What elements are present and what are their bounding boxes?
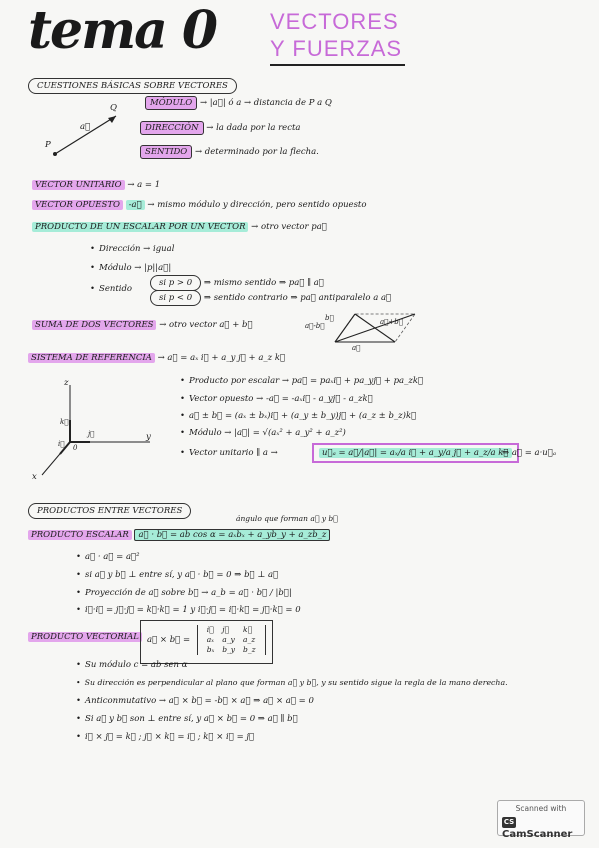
fig-a: a⃗ bbox=[352, 344, 361, 352]
sent1-val: ⇒ mismo sentido ⇒ pa⃗ ∥ a⃗ bbox=[203, 278, 324, 288]
axis-y-label: y bbox=[146, 432, 151, 442]
vector-pq-figure bbox=[50, 110, 130, 160]
ref-item-5: • Vector unitario ∥ a → bbox=[180, 448, 278, 458]
ref-item-1: • Producto por escalar → pa⃗ = paₓi⃗ + pa_yj⃗ + pa_zk⃗ bbox=[180, 376, 423, 386]
watermark-brand-row bbox=[502, 817, 584, 840]
ref-item-3: • a⃗ ± b⃗ = (aₓ ± bₓ)i⃗ + (a_y ± b_y)j⃗ + (a_z ± b_z)k⃗ bbox=[180, 411, 416, 421]
direccion-row bbox=[140, 123, 300, 133]
direccion-label: DIRECCIÓN bbox=[140, 121, 204, 135]
unit-vector-formula: u⃗ₐ = a⃗/|a⃗| = aₓ/a i⃗ + a_y/a j⃗ + a_z/a k⃗ bbox=[319, 448, 512, 458]
modulo-value: → |a⃗| ó a → distancia de P a Q bbox=[199, 98, 332, 108]
determinant-table bbox=[203, 625, 260, 655]
fig-b: b⃗ bbox=[325, 314, 334, 322]
axis-x-label: x bbox=[32, 472, 37, 482]
suma-label: SUMA DE DOS VECTORES bbox=[32, 320, 156, 330]
prod-escalar-row bbox=[28, 530, 330, 540]
vec-item-4: • Si a⃗ y b⃗ son ⊥ entre sí, y a⃗ × b⃗ = 0 ⇒ a⃗ ∥ b⃗ bbox=[76, 714, 298, 724]
esc-item-2: • si a⃗ y b⃗ ⊥ entre sí, y a⃗ · b⃗ = 0 ⇒ b⃗ ⊥ a⃗ bbox=[76, 570, 278, 580]
escalar-sent-label: • Sentido bbox=[90, 284, 132, 294]
sent2-cond: si p < 0 bbox=[150, 290, 201, 306]
ref-item-2: • Vector opuesto → -a⃗ = -aₓi⃗ - a_yj⃗ - a_zk⃗ bbox=[180, 394, 373, 404]
det-cell: bₓ bbox=[206, 645, 215, 654]
det-cell: b_z bbox=[243, 645, 256, 654]
esc-item-3: • Proyección de a⃗ sobre b⃗ → a_b = a⃗ · b⃗ / |b⃗| bbox=[76, 588, 292, 598]
vec-i-label: i⃗ bbox=[58, 440, 65, 448]
vector-a-label: a⃗ bbox=[80, 122, 91, 132]
referencia-row bbox=[28, 353, 285, 363]
referencia-label: SISTEMA DE REFERENCIA bbox=[28, 353, 155, 363]
vectorial-box bbox=[140, 620, 273, 664]
camscanner-watermark bbox=[497, 800, 585, 840]
suma-row bbox=[32, 320, 253, 330]
sentido-row bbox=[140, 147, 319, 157]
escalar-mod: • Módulo → |p||a⃗| bbox=[90, 263, 171, 273]
unitario-row bbox=[32, 180, 160, 190]
unit-vector-result: ⇒ a⃗ = a·u⃗ₐ bbox=[502, 448, 557, 458]
prod-escalar-label: PRODUCTO ESCALAR bbox=[28, 530, 132, 540]
det-cell: b_y bbox=[222, 645, 236, 654]
fig-a-minus-b: a⃗-b⃗ bbox=[305, 322, 325, 330]
det-cell: k⃗ bbox=[243, 625, 253, 634]
ref-item-4: • Módulo → |a⃗| = √(aₓ² + a_y² + a_z²) bbox=[180, 428, 346, 438]
axes-figure bbox=[40, 380, 160, 480]
point-p-label: P bbox=[45, 140, 51, 150]
det-cell: aₓ bbox=[206, 635, 214, 644]
sentido-label: SENTIDO bbox=[140, 145, 192, 159]
esc-item-1: • a⃗ · a⃗ = a⃗² bbox=[76, 552, 140, 562]
det-cell: a_y bbox=[222, 635, 235, 644]
fig-a-plus-b: a⃗+b⃗ bbox=[380, 318, 403, 326]
point-q-label: Q bbox=[110, 103, 117, 113]
section-title-productos: PRODUCTOS ENTRE VECTORES bbox=[28, 503, 191, 519]
escalar-label: PRODUCTO DE UN ESCALAR POR UN VECTOR bbox=[32, 222, 248, 232]
direccion-value: → la dada por la recta bbox=[206, 123, 301, 133]
subtitle-line1: VECTORES bbox=[270, 9, 399, 34]
opuesto-row bbox=[32, 200, 366, 210]
determinant bbox=[197, 625, 266, 655]
unitario-value: → a = 1 bbox=[127, 180, 161, 190]
referencia-value: → a⃗ = aₓ i⃗ + a_y j⃗ + a_z k⃗ bbox=[157, 353, 286, 363]
escalar-sent1 bbox=[150, 278, 324, 288]
sent2-val: ⇒ sentido contrario ⇒ pa⃗ antiparalelo a a⃗ bbox=[203, 293, 392, 303]
prod-vectorial-row bbox=[28, 632, 142, 642]
escalar-sent2 bbox=[150, 293, 391, 303]
vectorial-lhs: a⃗ × b⃗ = bbox=[147, 635, 191, 645]
camscanner-logo-icon: CS bbox=[503, 818, 515, 826]
title-underline bbox=[270, 64, 405, 66]
vector-sum-figure bbox=[305, 310, 420, 350]
det-cell: a_z bbox=[243, 635, 256, 644]
axis-z-label: z bbox=[64, 378, 69, 388]
vec-item-3: • Anticonmutativo → a⃗ × b⃗ = -b⃗ × a⃗ ⇒ a⃗ × a⃗ = 0 bbox=[76, 696, 314, 706]
escalar-value: → otro vector pa⃗ bbox=[251, 222, 327, 232]
vec-item-1: • Su módulo c = ab sen α bbox=[76, 660, 187, 670]
watermark-line1: Scanned with bbox=[515, 804, 567, 813]
opuesto-formula: -a⃗ bbox=[126, 200, 145, 210]
escalar-annotation: ángulo que forman a⃗ y b⃗ bbox=[236, 514, 338, 523]
suma-value: → otro vector a⃗ + b⃗ bbox=[159, 320, 253, 330]
unit-vector-box bbox=[312, 443, 519, 463]
origin-label: 0 bbox=[73, 444, 78, 452]
vec-j-label: j⃗ bbox=[88, 430, 95, 438]
page-title: tema 0 bbox=[28, 0, 217, 61]
escalar-dir: • Dirección → igual bbox=[90, 244, 174, 254]
sentido-value: → determinado por la flecha. bbox=[194, 147, 319, 157]
sent1-cond: si p > 0 bbox=[150, 275, 201, 291]
unitario-label: VECTOR UNITARIO bbox=[32, 180, 125, 190]
prod-escalar-formula: a⃗ · b⃗ = ab cos α = aₓbₓ + a_yb_y + a_zb_z bbox=[134, 529, 330, 541]
vec-item-5: • i⃗ × j⃗ = k⃗ ; j⃗ × k⃗ = i⃗ ; k⃗ × i⃗ = j⃗ bbox=[76, 732, 254, 742]
modulo-row bbox=[145, 98, 332, 108]
vec-item-2: • Su dirección es perpendicular al plano que forman a⃗ y b⃗, y su sentido sigue la regla de la mano derecha. bbox=[76, 678, 508, 687]
subtitle-line2: Y FUERZAS bbox=[270, 36, 403, 61]
opuesto-label: VECTOR OPUESTO bbox=[32, 200, 123, 210]
section-title-basic: CUESTIONES BÁSICAS SOBRE VECTORES bbox=[28, 78, 237, 94]
prod-vectorial-label: PRODUCTO VECTORIAL bbox=[28, 632, 142, 642]
opuesto-value: → mismo módulo y dirección, pero sentido opuesto bbox=[147, 200, 367, 210]
vec-k-label: k⃗ bbox=[60, 418, 69, 426]
esc-item-4: • i⃗·i⃗ = j⃗·j⃗ = k⃗·k⃗ = 1 y i⃗·j⃗ = i⃗·k⃗ = j⃗·k⃗ = 0 bbox=[76, 605, 301, 615]
det-cell: i⃗ bbox=[206, 625, 214, 634]
det-cell: j⃗ bbox=[222, 625, 230, 634]
modulo-label: MÓDULO bbox=[145, 96, 197, 110]
escalar-row bbox=[32, 222, 327, 232]
watermark-brand: CamScanner bbox=[502, 828, 573, 840]
